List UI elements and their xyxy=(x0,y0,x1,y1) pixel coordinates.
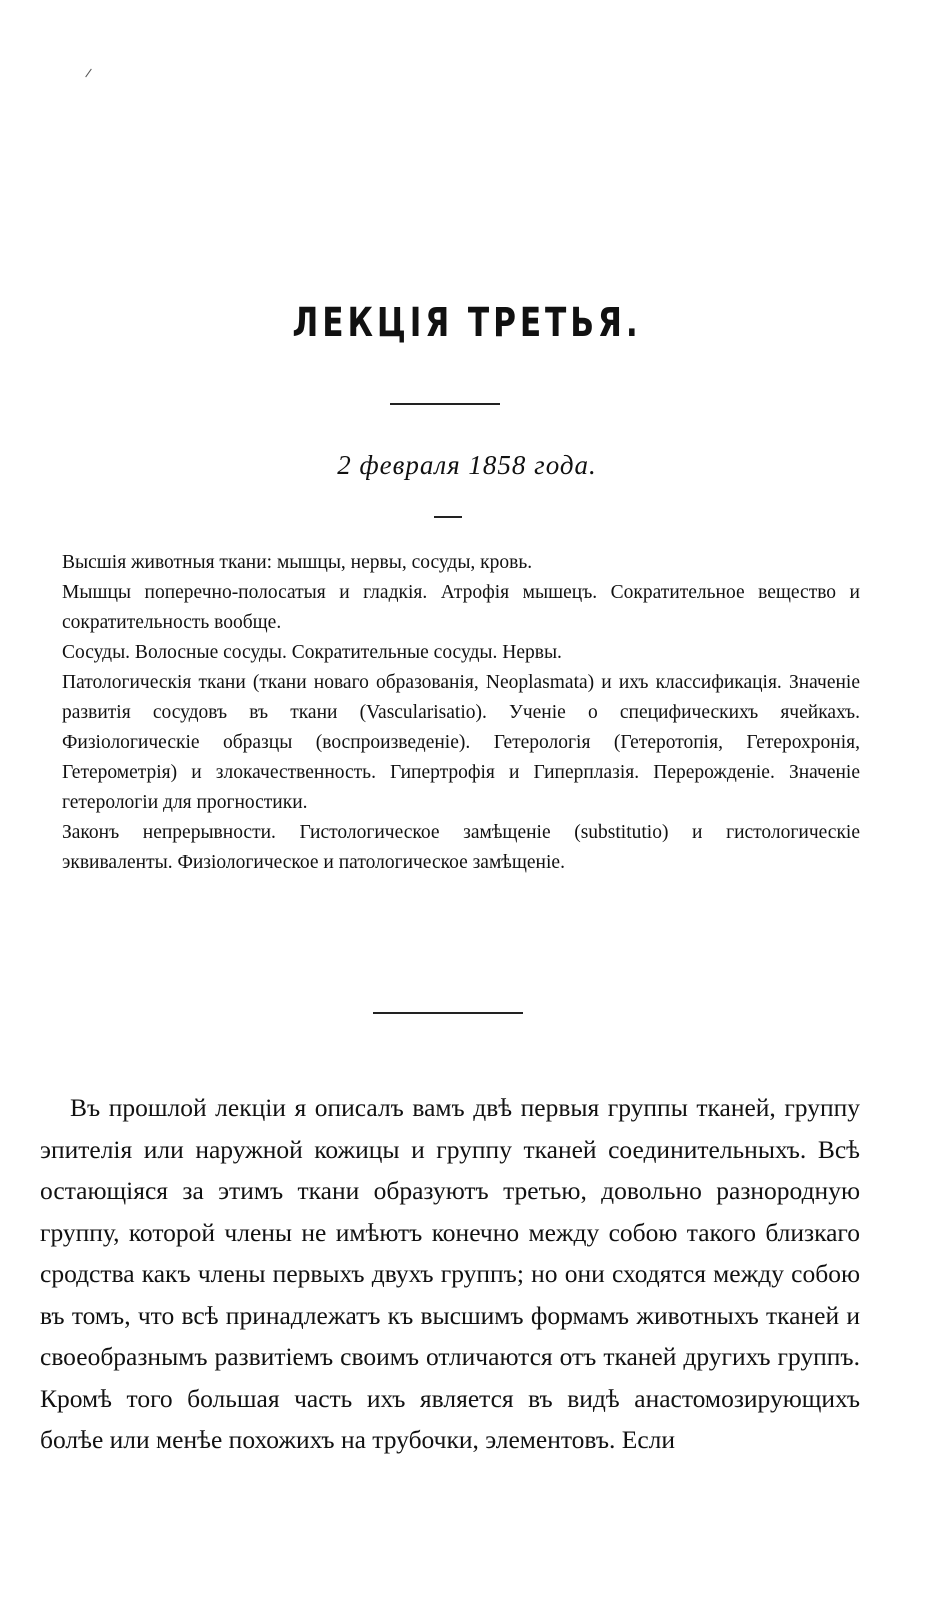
lecture-date: 2 февраля 1858 года. xyxy=(337,450,597,480)
lecture-summary xyxy=(62,548,860,878)
body-paragraph: Въ прошлой лекціи я описалъ вамъ двѣ первыя группы тканей, группу эпителія или наружной кожицы и группу тканей соединительныхъ. Всѣ остающіяся за этимъ ткани образуютъ третью, довольно разнородную группу, которой члены не имѣютъ конечно между собою такого близкаго сродства какъ члены первыхъ двухъ группъ; но они сходятся между собою въ томъ, что всѣ принадлежатъ къ высшимъ формамъ животныхъ тканей и своеобразнымъ развитіемъ своимъ отличаются отъ тканей другихъ группъ. Кромѣ того большая часть ихъ является въ видѣ анастомозирующихъ болѣе или менѣе похожихъ на трубочки, элементовъ. Если xyxy=(40,1093,860,1454)
summary-divider xyxy=(373,1012,523,1014)
summary-paragraph: Законъ непрерывности. Гистологическое замѣщеніе (substitutio) и гистологическіе эквиваленты. Физіологическое и патологическое замѣщеніе. xyxy=(62,822,860,873)
date-divider xyxy=(434,516,462,518)
summary-paragraph: Патологическія ткани (ткани новаго образованія, Neoplasmata) и ихъ классификація. Значеніе развитія сосудовъ въ ткани (Vascularisatio). Ученіе о специфическихъ ячейкахъ. Физіологическіе образцы (воспроизведеніе). Гетерологія (Гетеротопія, Гетерохронія, Гетерометрія) и злокачественность. Гипертрофія и Гиперплазія. Перерожденіе. Значеніе гетерологіи для прогностики. xyxy=(62,672,860,813)
summary-paragraph: Сосуды. Волосные сосуды. Сократительные сосуды. Нервы. xyxy=(62,642,562,663)
summary-paragraph: Высшія животныя ткани: мышцы, нервы, сосуды, кровь. xyxy=(62,552,533,573)
title-divider xyxy=(390,403,500,405)
lecture-title: ЛЕКЦІЯ ТРЕТЬЯ. xyxy=(292,300,642,346)
stray-mark xyxy=(85,69,92,78)
summary-paragraph: Мышцы поперечно-полосатыя и гладкія. Атрофія мышецъ. Сократительное вещество и сократительность вообще. xyxy=(62,582,860,633)
